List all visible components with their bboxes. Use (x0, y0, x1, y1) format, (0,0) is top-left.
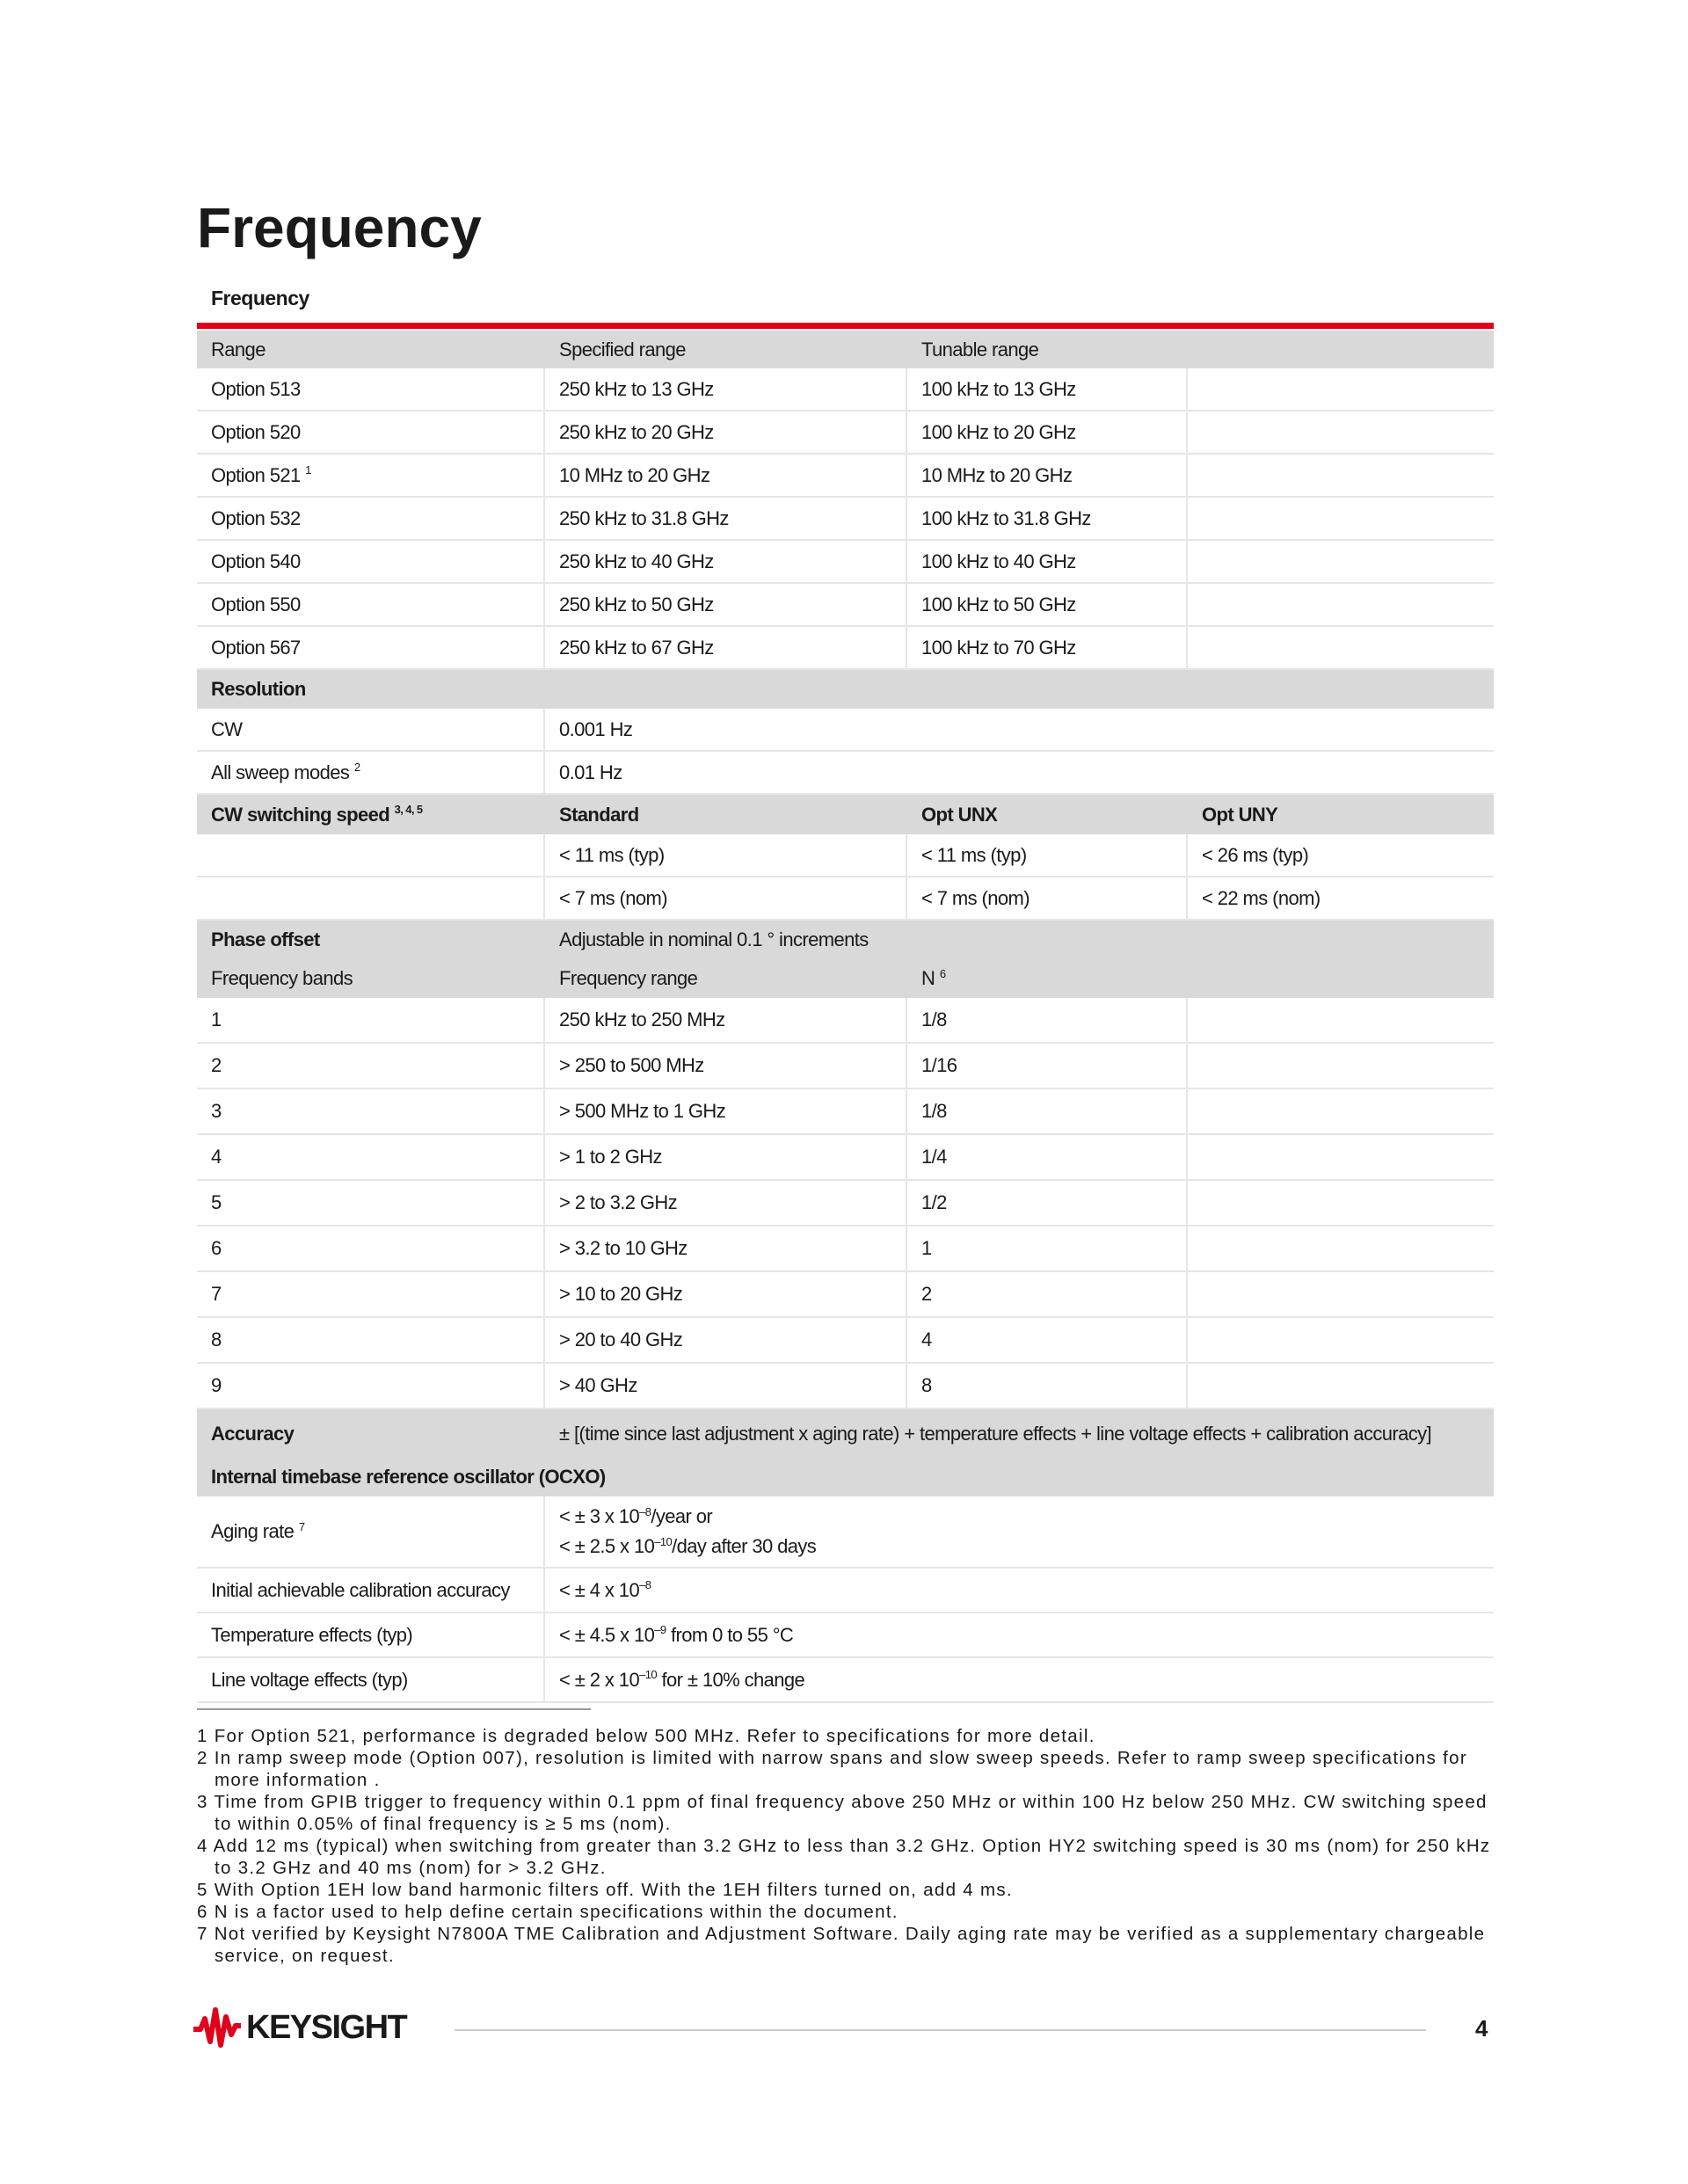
footnote-ref: 7 (298, 1519, 305, 1533)
table-cell: 250 kHz to 40 GHz (545, 541, 907, 582)
table-cell: Option 540 (197, 541, 545, 582)
brand-logo (192, 2006, 406, 2049)
header-cell: Frequency bands (211, 967, 353, 989)
table-row (197, 1272, 1494, 1318)
table-cell (197, 877, 545, 919)
table-cell: 8 (907, 1364, 1188, 1408)
header-cell: Opt UNX (921, 803, 998, 826)
table-cell: 250 kHz to 67 GHz (545, 627, 907, 668)
header-cell: Range (211, 338, 266, 360)
keysight-wave-icon (192, 2006, 243, 2049)
exponent: –8 (639, 1578, 651, 1592)
row-value: ± [(time since last adjustment x aging rate) + temperature effects + line voltage effects + calibration accuracy] (559, 1422, 1432, 1445)
header-cell: Specified range (559, 338, 686, 360)
page-title: Frequency (197, 196, 482, 259)
aging-rate-row (197, 1496, 1494, 1569)
footnote-ref: 3, 4, 5 (394, 803, 423, 817)
table-cell (1188, 1318, 1494, 1362)
table-cell: > 250 to 500 MHz (545, 1044, 907, 1088)
switching-header-row (197, 795, 1494, 834)
table-cell: 100 kHz to 40 GHz (907, 541, 1188, 582)
table-cell: 1/8 (907, 1089, 1188, 1133)
header-cell: N $^6$ (921, 966, 946, 989)
table-cell: > 10 to 20 GHz (545, 1272, 907, 1316)
table-row (197, 498, 1494, 541)
table-row (197, 1227, 1494, 1272)
table-cell: 250 kHz to 50 GHz (545, 584, 907, 625)
table-cell: 250 kHz to 31.8 GHz (545, 498, 907, 539)
section-header: Internal timebase reference oscillator (OCXO) (211, 1466, 606, 1488)
header-cell: Frequency range (559, 967, 698, 989)
table-row (197, 1318, 1494, 1364)
table-row (197, 1089, 1494, 1135)
resolution-header-row (197, 670, 1494, 709)
table-cell: 100 kHz to 20 GHz (907, 411, 1188, 453)
table-row (197, 998, 1494, 1044)
row-value: < ± 3 x $10^{-8}$/year or < ± 2.5 x $10^{-10}$/day after 30 days (559, 1504, 817, 1557)
accuracy-row (197, 1409, 1494, 1458)
row-value: < ± 4 x $10^{-8}$ (559, 1578, 651, 1601)
brand-name: KEYSIGHT (246, 2008, 407, 2046)
section-header: Resolution (211, 678, 306, 700)
table-cell: < 26 ms (typ) (1202, 843, 1309, 866)
table-cell (1188, 498, 1494, 539)
row-label: Line voltage effects (typ) (197, 1658, 545, 1701)
table-row (197, 877, 1494, 921)
row-label: Aging rate $^7$ (197, 1496, 545, 1567)
table-cell (1188, 1272, 1494, 1316)
table-cell: < 7 ms (nom) (907, 877, 1188, 919)
footnote: 4 Add 12 ms (typical) when switching from greater than 3.2 GHz to less than 3.2 GHz. Option HY2 switching speed is 30 ms (nom) for 250 kHz to 3.2 GHz and 40 ms (nom) for > 3.2 GHz. (197, 1836, 1491, 1878)
table-cell (1188, 368, 1494, 410)
table-cell: > 40 GHz (545, 1364, 907, 1408)
table-cell (1188, 1181, 1494, 1225)
row-label: Phase offset (211, 928, 320, 950)
table-cell: > 3.2 to 10 GHz (545, 1227, 907, 1270)
row-value: < ± 2 x $10^{-10}$ for ± 10% change (559, 1668, 805, 1691)
exponent: –8 (639, 1504, 651, 1518)
row-label: Initial achievable calibration accuracy (197, 1569, 545, 1612)
table-cell: 100 kHz to 31.8 GHz (907, 498, 1188, 539)
table-cell: 8 (197, 1318, 545, 1362)
table-cell: 250 kHz to 250 MHz (545, 998, 907, 1042)
row-label: Temperature effects (typ) (197, 1613, 545, 1656)
table-cell: 6 (197, 1227, 545, 1270)
table-cell: 10 MHz to 20 GHz (907, 455, 1188, 496)
table-cell (1188, 998, 1494, 1042)
table-row (197, 455, 1494, 498)
table-cell: > 1 to 2 GHz (545, 1135, 907, 1179)
table-cell: 1/8 (907, 998, 1188, 1042)
range-header-row (197, 331, 1494, 368)
table-cell: 0.01 Hz (559, 761, 622, 783)
footnote: 3 Time from GPIB trigger to frequency within 0.1 ppm of final frequency above 250 MHz or within 100 Hz below 250 MHz. CW switching speed to within 0.05% of final frequency is ≥ 5 ms (nom). (197, 1792, 1488, 1834)
table-cell: < 7 ms (nom) (545, 877, 907, 919)
table-cell: All sweep modes $^2$ (197, 752, 545, 793)
table-row (197, 1135, 1494, 1181)
table-cell: 250 kHz to 13 GHz (545, 368, 907, 410)
header-cell: Opt UNY (1202, 803, 1278, 826)
table-cell: 100 kHz to 50 GHz (907, 584, 1188, 625)
footnote: 5 With Option 1EH low band harmonic filters off. With the 1EH filters turned on, add 4 ms. (197, 1880, 1013, 1900)
table-cell: 1 (907, 1227, 1188, 1270)
table-cell: 7 (197, 1272, 545, 1316)
table-cell: 1/2 (907, 1181, 1188, 1225)
table-cell: 2 (197, 1044, 545, 1088)
table-cell: > 20 to 40 GHz (545, 1318, 907, 1362)
table-cell (1188, 627, 1494, 668)
row-label: Accuracy (211, 1422, 295, 1445)
table-cell: > 500 MHz to 1 GHz (545, 1089, 907, 1133)
row-value: < ± 4.5 x $10^{-9}$ from 0 to 55 °C (559, 1623, 794, 1646)
bands-header-row (197, 959, 1494, 998)
table-cell: CW (197, 709, 545, 750)
table-cell: < 11 ms (typ) (907, 834, 1188, 876)
table-cell: < 11 ms (typ) (545, 834, 907, 876)
section-header: CW switching speed $^{3, 4, 5}$ (211, 803, 423, 826)
table-row (197, 368, 1494, 411)
page-number: 4 (1475, 2015, 1488, 2042)
footnote: 2 In ramp sweep mode (Option 007), resolution is limited with narrow spans and slow sweep speeds. Refer to ramp sweep specifications for more information . (197, 1748, 1467, 1790)
exponent: –9 (654, 1623, 666, 1637)
table-row (197, 541, 1494, 584)
footnote: 7 Not verified by Keysight N7800A TME Calibration and Adjustment Software. Daily aging rate may be verified as a supplementary chargeable service, on request. (197, 1924, 1486, 1966)
table-cell: 1/4 (907, 1135, 1188, 1179)
table-cell (1188, 1089, 1494, 1133)
temperature-effects-row (197, 1613, 1494, 1658)
table-caption: Frequency (211, 287, 309, 309)
table-cell (1188, 1135, 1494, 1179)
table-cell (1188, 455, 1494, 496)
table-cell (1188, 541, 1494, 582)
table-cell (1188, 1044, 1494, 1088)
table-cell: 4 (197, 1135, 545, 1179)
table-cell: 250 kHz to 20 GHz (545, 411, 907, 453)
table-row (197, 1364, 1494, 1409)
table-cell: 10 MHz to 20 GHz (545, 455, 907, 496)
table-row (197, 411, 1494, 455)
table-cell (1188, 1227, 1494, 1270)
table-cell: 2 (907, 1272, 1188, 1316)
footnote: 6 N is a factor used to help define certain specifications within the document. (197, 1902, 899, 1922)
table-cell: 3 (197, 1089, 545, 1133)
footer-divider (455, 2029, 1426, 2031)
table-cell: < 22 ms (nom) (1202, 886, 1321, 909)
footnotes (197, 1725, 1498, 1967)
table-cell: 100 kHz to 70 GHz (907, 627, 1188, 668)
exponent: –10 (654, 1534, 673, 1548)
footnote-ref: 2 (353, 761, 360, 775)
exponent: –10 (639, 1668, 657, 1682)
table-row (197, 752, 1494, 795)
footnote-ref: 6 (939, 966, 946, 980)
ocxo-header-row (197, 1458, 1494, 1496)
table-row (197, 709, 1494, 752)
table-cell (1188, 584, 1494, 625)
table-cell (1188, 411, 1494, 453)
table-row (197, 627, 1494, 670)
table-accent-bar (197, 323, 1494, 329)
footnote-divider (197, 1708, 591, 1710)
table-row (197, 1181, 1494, 1227)
table-cell: Option 513 (197, 368, 545, 410)
table-cell: 1/16 (907, 1044, 1188, 1088)
frequency-spec-table (197, 331, 1494, 1703)
initial-accuracy-row (197, 1569, 1494, 1613)
table-cell: Option 532 (197, 498, 545, 539)
table-cell: > 2 to 3.2 GHz (545, 1181, 907, 1225)
header-cell: Tunable range (921, 338, 1039, 360)
table-cell: 100 kHz to 13 GHz (907, 368, 1188, 410)
phase-offset-row (197, 921, 1494, 959)
table-cell: 5 (197, 1181, 545, 1225)
line-voltage-effects-row (197, 1658, 1494, 1703)
header-cell: Standard (559, 803, 639, 826)
table-cell: 4 (907, 1318, 1188, 1362)
table-cell: 9 (197, 1364, 545, 1408)
table-cell (1188, 1364, 1494, 1408)
table-row (197, 834, 1494, 877)
table-cell: Option 521 $^1$ (197, 455, 545, 496)
row-value: Adjustable in nominal 0.1 ° increments (559, 928, 869, 950)
table-cell: 0.001 Hz (559, 717, 633, 740)
table-cell (197, 834, 545, 876)
table-row (197, 584, 1494, 627)
footnote-ref: 1 (305, 463, 311, 477)
table-cell: 1 (197, 998, 545, 1042)
footnote: 1 For Option 521, performance is degraded below 500 MHz. Refer to specifications for more detail. (197, 1726, 1095, 1746)
table-cell: Option 520 (197, 411, 545, 453)
table-cell: Option 567 (197, 627, 545, 668)
table-row (197, 1044, 1494, 1089)
table-cell: Option 550 (197, 584, 545, 625)
